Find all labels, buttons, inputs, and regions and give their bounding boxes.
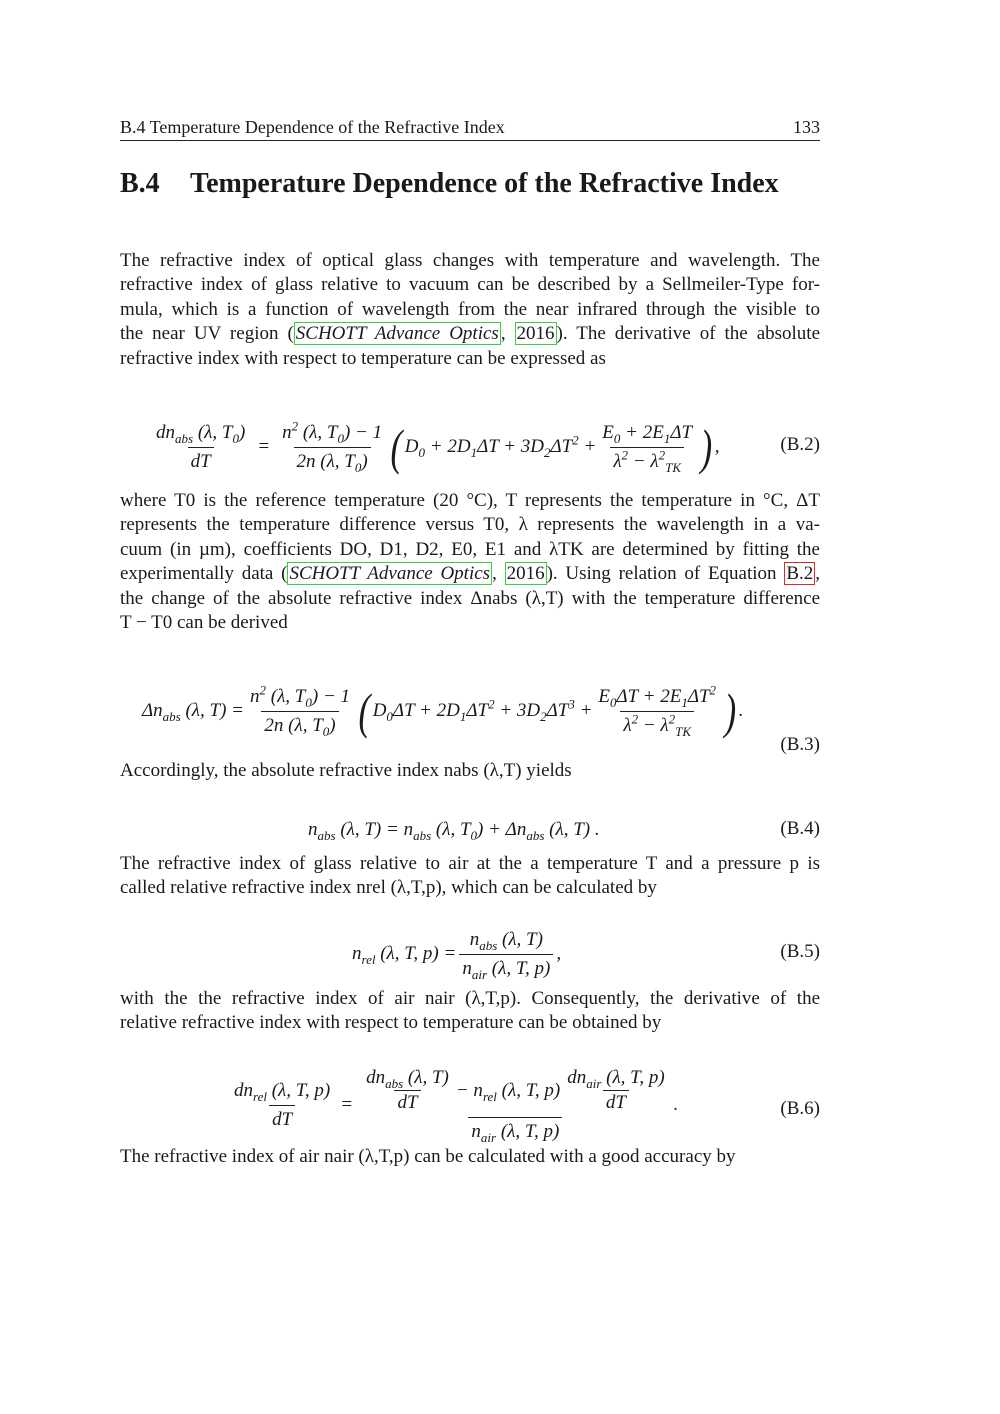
equation-b6: $\frac{dn_{rel} (\lambda, T, p)}{dT}$ = $\frac{dn_{abs} (\lambda, T)}{dT}$ − $n_{rel}$ (λ, T, p) $\frac{dn_{air} (\lambda, T, p)}{dT}$ $n_{air}$ (λ, T, p) . (B.6) <box>234 1067 820 1145</box>
text-line: The refractive index of optical glass changes with temperature and wavelength. The <box>120 250 820 271</box>
equation-number: (B.6) <box>780 1098 820 1119</box>
equation-b3: $\Delta n_{abs}$ (λ, T) = $\frac{n^2 (\lambda, T_0) - 1}{2n (\lambda, T_0)}$ ( $D_0\Delta T + 2D_1\Delta T^2 + 3D_2\Delta T^3$ + $\frac{E_0\Delta T + 2E_1\Delta T^2}{\lambda^2 - \lambda^2_{TK}}$ ) . (B.3) <box>142 682 820 755</box>
text-line: called relative refractive index nrel (λ,T,p), which can be calculated by <box>120 877 657 899</box>
equation-number: (B.4) <box>780 818 820 839</box>
text-line: experimentally data ( SCHOTT Advance Optics , 2016 ). Using relation of Equation B.2 , <box>120 563 820 585</box>
text-line: refractive index with respect to temperature can be expressed as <box>120 347 606 369</box>
text-line: refractive index of glass relative to vacuum can be described by a Sellmeiler-Type for- <box>120 274 820 296</box>
text-line: relative refractive index with respect to temperature can be obtained by <box>120 1012 662 1034</box>
text-line: cuum (in µm), coefficients DO, D1, D2, E0, E1 and λTK are determined by fitting the <box>120 538 820 560</box>
text-line: the near UV region ( SCHOTT Advance Optics , 2016 ). The derivative of the absolute <box>120 323 821 345</box>
text-line: T − T0 can be derived <box>120 612 288 634</box>
paragraph-derivative <box>120 987 820 1036</box>
text-line: the change of the absolute refractive index Δnabs (λ,T) with the temperature difference <box>120 587 820 609</box>
section-number: B.4 <box>120 168 160 199</box>
paragraph-relative-index <box>120 852 820 901</box>
paragraph-air-index <box>120 1145 820 1169</box>
paragraph-absolute-index <box>120 759 820 783</box>
text-line: represents the temperature difference versus T0, λ represents the wavelength in a va- <box>120 514 820 536</box>
equation-number: (B.3) <box>780 734 820 755</box>
equation-reference-link[interactable]: B.2 <box>786 563 814 585</box>
equation-b2: $\frac{dn_{abs} (\lambda, T_0)}{dT}$ = $\frac{n^2 (\lambda, T_0) - 1}{2n (\lambda, T_0)}$ ( $D_0 + 2D_1\Delta T + 3D_2\Delta T^2$ + $\frac{E_0 + 2E_1\Delta T}{\lambda^2 - \lambda^2_{TK}}$ ) , (B.2) <box>156 418 820 475</box>
page <box>120 0 820 1414</box>
equation-b5: $n_{rel}$ (λ, T, p) = $\frac{n_{abs} (\lambda, T)}{n_{air} (\lambda, T, p)}$ , (B.5) <box>352 928 820 982</box>
citation-year-link[interactable]: 2016 <box>516 323 555 345</box>
citation-link[interactable]: SCHOTT Advance Optics <box>295 323 499 345</box>
equation-number: (B.2) <box>780 434 820 455</box>
citation-link[interactable]: SCHOTT Advance Optics <box>289 563 491 585</box>
paragraph-intro <box>120 249 820 371</box>
text-line: The refractive index of air nair (λ,T,p) can be calculated with a good accuracy by <box>120 1146 736 1167</box>
equation-b4: $n_{abs}$ (λ, $T) = n_{abs}$ (λ, $T_0) + \Delta n_{abs}$ (λ, T) . (B.4) <box>308 818 820 843</box>
text-line: with the the refractive index of air nair (λ,T,p). Consequently, the derivative of the <box>120 988 820 1009</box>
page-number: 133 <box>793 117 820 137</box>
citation-year-link[interactable]: 2016 <box>506 563 545 585</box>
running-head-title: B.4 Temperature Dependence of the Refractive Index <box>120 117 505 137</box>
section-title: Temperature Dependence of the Refractive Index <box>190 168 779 199</box>
text-line: Accordingly, the absolute refractive index nabs (λ,T) yields <box>120 760 572 781</box>
text-line: where T0 is the reference temperature (20 °C), T represents the temperature in °C, ΔT <box>120 490 820 511</box>
section-heading <box>120 166 779 202</box>
paragraph-definitions <box>120 489 820 635</box>
text-line: The refractive index of glass relative to air at the a temperature T and a pressure p is <box>120 853 820 874</box>
text-line: mula, which is a function of wavelength from the near infrared through the visible to <box>120 298 820 320</box>
equation-number: (B.5) <box>780 941 820 962</box>
running-head <box>120 116 820 141</box>
